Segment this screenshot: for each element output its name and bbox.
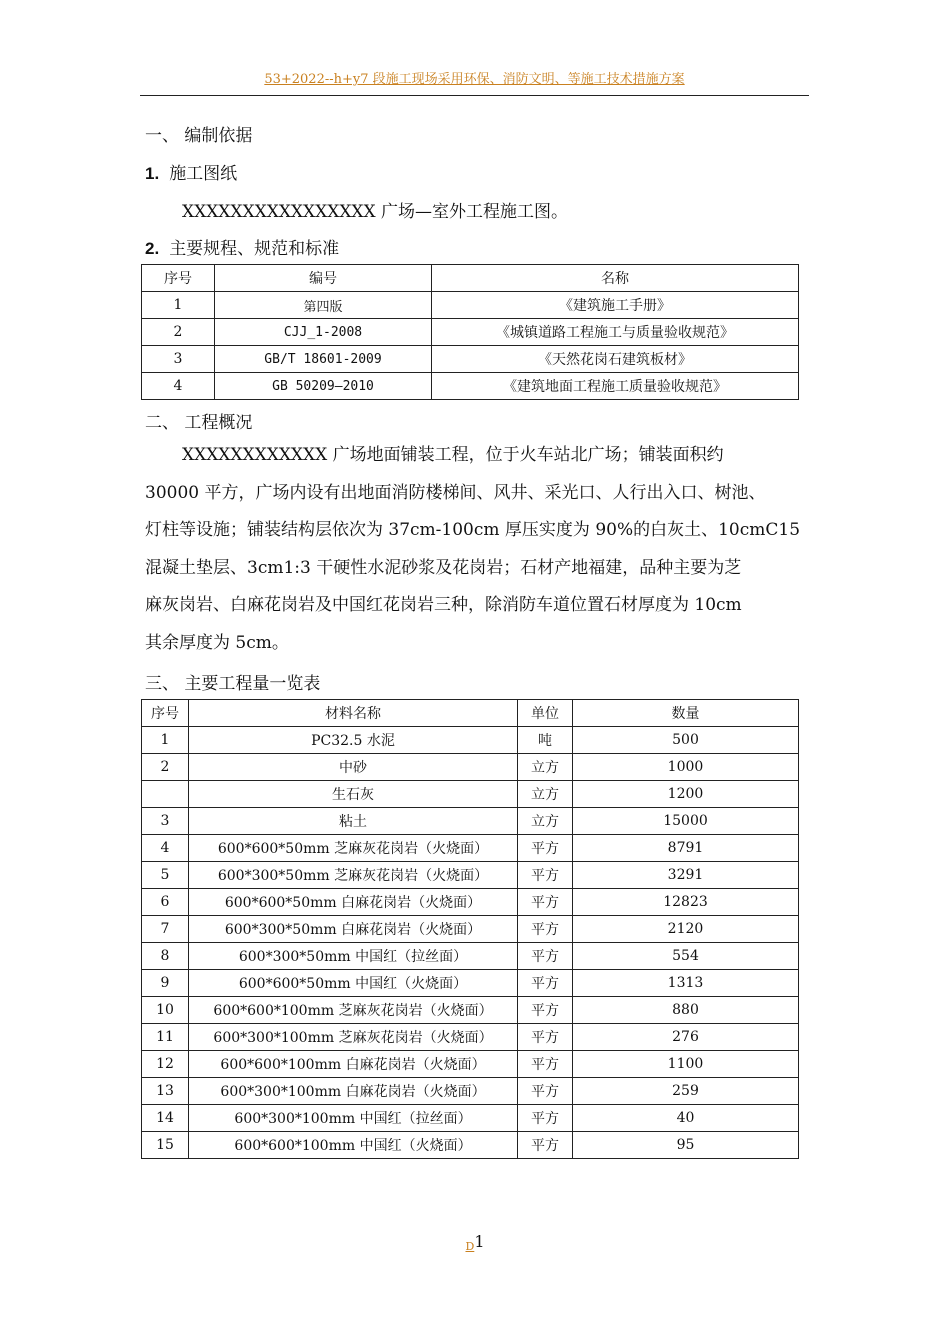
table-cell: 600*600*50mm 中国红（火烧面） [189, 970, 518, 997]
table-cell: 600*300*50mm 芝麻灰花岗岩（火烧面） [189, 862, 518, 889]
table-row [142, 754, 799, 781]
table-cell: 5 [142, 862, 189, 889]
table-row [142, 1078, 799, 1105]
drawing-reference-text: XXXXXXXXXXXXXXXX 广场—室外工程施工图。 [182, 202, 569, 222]
table-cell: PC32.5 水泥 [189, 727, 518, 754]
subsection2-number: 2. [145, 239, 160, 258]
table-cell: 《城镇道路工程施工与质量验收规范》 [432, 319, 799, 346]
table-header-row [142, 700, 799, 727]
table-cell: 吨 [518, 727, 573, 754]
table-cell: 《建筑地面工程施工质量验收规范》 [432, 373, 799, 400]
table-row [142, 862, 799, 889]
table-cell: 1000 [573, 754, 799, 781]
table-cell: 中砂 [189, 754, 518, 781]
overview-line: 灯柱等设施；铺装结构层依次为 37cm-100cm 厚压实度为 90%的白灰土、10cmC15 [145, 520, 801, 540]
table-cell: 2120 [573, 916, 799, 943]
column-header: 材料名称 [189, 700, 518, 727]
table-cell: 600*300*50mm 白麻花岗岩（火烧面） [189, 916, 518, 943]
table-cell: 平方 [518, 1024, 573, 1051]
table-cell: 600*300*100mm 芝麻灰花岗岩（火烧面） [189, 1024, 518, 1051]
section2-title: 二、 工程概况 [145, 413, 253, 433]
table-cell: 《天然花岗石建筑板材》 [432, 346, 799, 373]
table-cell: 600*600*50mm 白麻花岗岩（火烧面） [189, 889, 518, 916]
subsection1-number: 1. [145, 164, 160, 183]
table-cell: 平方 [518, 997, 573, 1024]
table-cell: 600*300*50mm 中国红（拉丝面） [189, 943, 518, 970]
table-cell: 10 [142, 997, 189, 1024]
table-cell: 40 [573, 1105, 799, 1132]
table-row [142, 997, 799, 1024]
table-cell: 3 [142, 346, 215, 373]
table-row [142, 808, 799, 835]
section1-title: 一、 编制依据 [145, 126, 253, 146]
footer-mark[interactable]: D [465, 1240, 475, 1253]
table-row [142, 835, 799, 862]
table-cell: 15 [142, 1132, 189, 1159]
table-cell: 600*600*100mm 芝麻灰花岗岩（火烧面） [189, 997, 518, 1024]
page-header[interactable]: 53+2022--h+y7 段施工现场采用环保、消防文明、等施工技术措施方案 [264, 72, 685, 87]
table-row [142, 319, 799, 346]
overview-line: XXXXXXXXXXXX 广场地面铺装工程，位于火车站北广场；铺装面积约 [182, 445, 724, 465]
table-cell: 554 [573, 943, 799, 970]
table-cell: 平方 [518, 1105, 573, 1132]
overview-line: 麻灰岗岩、白麻花岗岩及中国红花岗岩三种，除消防车道位置石材厚度为 10cm [145, 595, 742, 615]
table-cell: GB/T 18601-2009 [215, 346, 432, 373]
table-cell: 立方 [518, 754, 573, 781]
standards-table [141, 264, 799, 400]
table-cell: 1100 [573, 1051, 799, 1078]
table-cell: 立方 [518, 781, 573, 808]
table-cell: 600*300*100mm 中国红（拉丝面） [189, 1105, 518, 1132]
table-cell: 12823 [573, 889, 799, 916]
table-row [142, 727, 799, 754]
header-divider [140, 95, 809, 96]
subsection2-heading [145, 234, 339, 259]
table-cell: 259 [573, 1078, 799, 1105]
table-cell: 95 [573, 1132, 799, 1159]
table-cell: 1 [142, 292, 215, 319]
table-cell: 平方 [518, 943, 573, 970]
table-cell: 11 [142, 1024, 189, 1051]
subsection1-title: 施工图纸 [169, 164, 238, 184]
column-header: 序号 [142, 265, 215, 292]
table-cell: 600*600*50mm 芝麻灰花岗岩（火烧面） [189, 835, 518, 862]
table-header-row [142, 265, 799, 292]
page-number-value: 1 [474, 1232, 485, 1251]
table-cell: 平方 [518, 916, 573, 943]
column-header: 序号 [142, 700, 189, 727]
table-cell: 600*600*100mm 中国红（火烧面） [189, 1132, 518, 1159]
table-row [142, 970, 799, 997]
overview-paragraph [145, 437, 807, 662]
table-cell: 500 [573, 727, 799, 754]
table-cell: 4 [142, 373, 215, 400]
table-cell: 3 [142, 808, 189, 835]
table-cell: 平方 [518, 1132, 573, 1159]
table-cell: 1200 [573, 781, 799, 808]
table-cell: 12 [142, 1051, 189, 1078]
overview-line: 其余厚度为 5cm。 [145, 632, 289, 653]
table-cell: 600*600*100mm 白麻花岗岩（火烧面） [189, 1051, 518, 1078]
column-header: 数量 [573, 700, 799, 727]
table-cell: 276 [573, 1024, 799, 1051]
table-row [142, 292, 799, 319]
table-cell: GB 50209—2010 [215, 373, 432, 400]
table-cell [142, 781, 189, 808]
column-header: 编号 [215, 265, 432, 292]
table-cell: CJJ_1-2008 [215, 319, 432, 346]
table-row [142, 1051, 799, 1078]
table-cell: 平方 [518, 862, 573, 889]
table-cell: 13 [142, 1078, 189, 1105]
table-cell: 4 [142, 835, 189, 862]
subsection2-title: 主要规程、规范和标准 [169, 239, 340, 259]
overview-line: 30000 平方，广场内设有出地面消防楼梯间、风井、采光口、人行出入口、树池、 [145, 482, 766, 503]
table-row [142, 1132, 799, 1159]
subsection1-heading [145, 159, 237, 184]
table-cell: 3291 [573, 862, 799, 889]
table-cell: 1 [142, 727, 189, 754]
table-cell: 9 [142, 970, 189, 997]
table-cell: 8791 [573, 835, 799, 862]
table-row [142, 889, 799, 916]
table-cell: 7 [142, 916, 189, 943]
table-row [142, 943, 799, 970]
table-cell: 平方 [518, 889, 573, 916]
section3-title: 三、 主要工程量一览表 [145, 674, 321, 694]
table-cell: 14 [142, 1105, 189, 1132]
table-row [142, 373, 799, 400]
table-cell: 2 [142, 319, 215, 346]
table-row [142, 1024, 799, 1051]
table-cell: 平方 [518, 835, 573, 862]
table-cell: 立方 [518, 808, 573, 835]
table-row [142, 1105, 799, 1132]
table-cell: 2 [142, 754, 189, 781]
table-cell: 平方 [518, 970, 573, 997]
table-cell: 1313 [573, 970, 799, 997]
table-cell: 粘土 [189, 808, 518, 835]
column-header: 名称 [432, 265, 799, 292]
table-cell: 600*300*100mm 白麻花岗岩（火烧面） [189, 1078, 518, 1105]
column-header: 单位 [518, 700, 573, 727]
table-cell: 平方 [518, 1051, 573, 1078]
table-cell: 《建筑施工手册》 [432, 292, 799, 319]
overview-line: 混凝土垫层、3cm1:3 干硬性水泥砂浆及花岗岩；石材产地福建，品种主要为芝 [145, 557, 742, 578]
quantity-table [141, 699, 799, 1159]
table-cell: 15000 [573, 808, 799, 835]
table-cell: 生石灰 [189, 781, 518, 808]
table-cell: 8 [142, 943, 189, 970]
table-cell: 平方 [518, 1078, 573, 1105]
table-cell: 880 [573, 997, 799, 1024]
table-row [142, 916, 799, 943]
table-cell: 第四版 [215, 292, 432, 319]
table-cell: 6 [142, 889, 189, 916]
page-number [0, 1232, 950, 1253]
table-row [142, 346, 799, 373]
table-row [142, 781, 799, 808]
